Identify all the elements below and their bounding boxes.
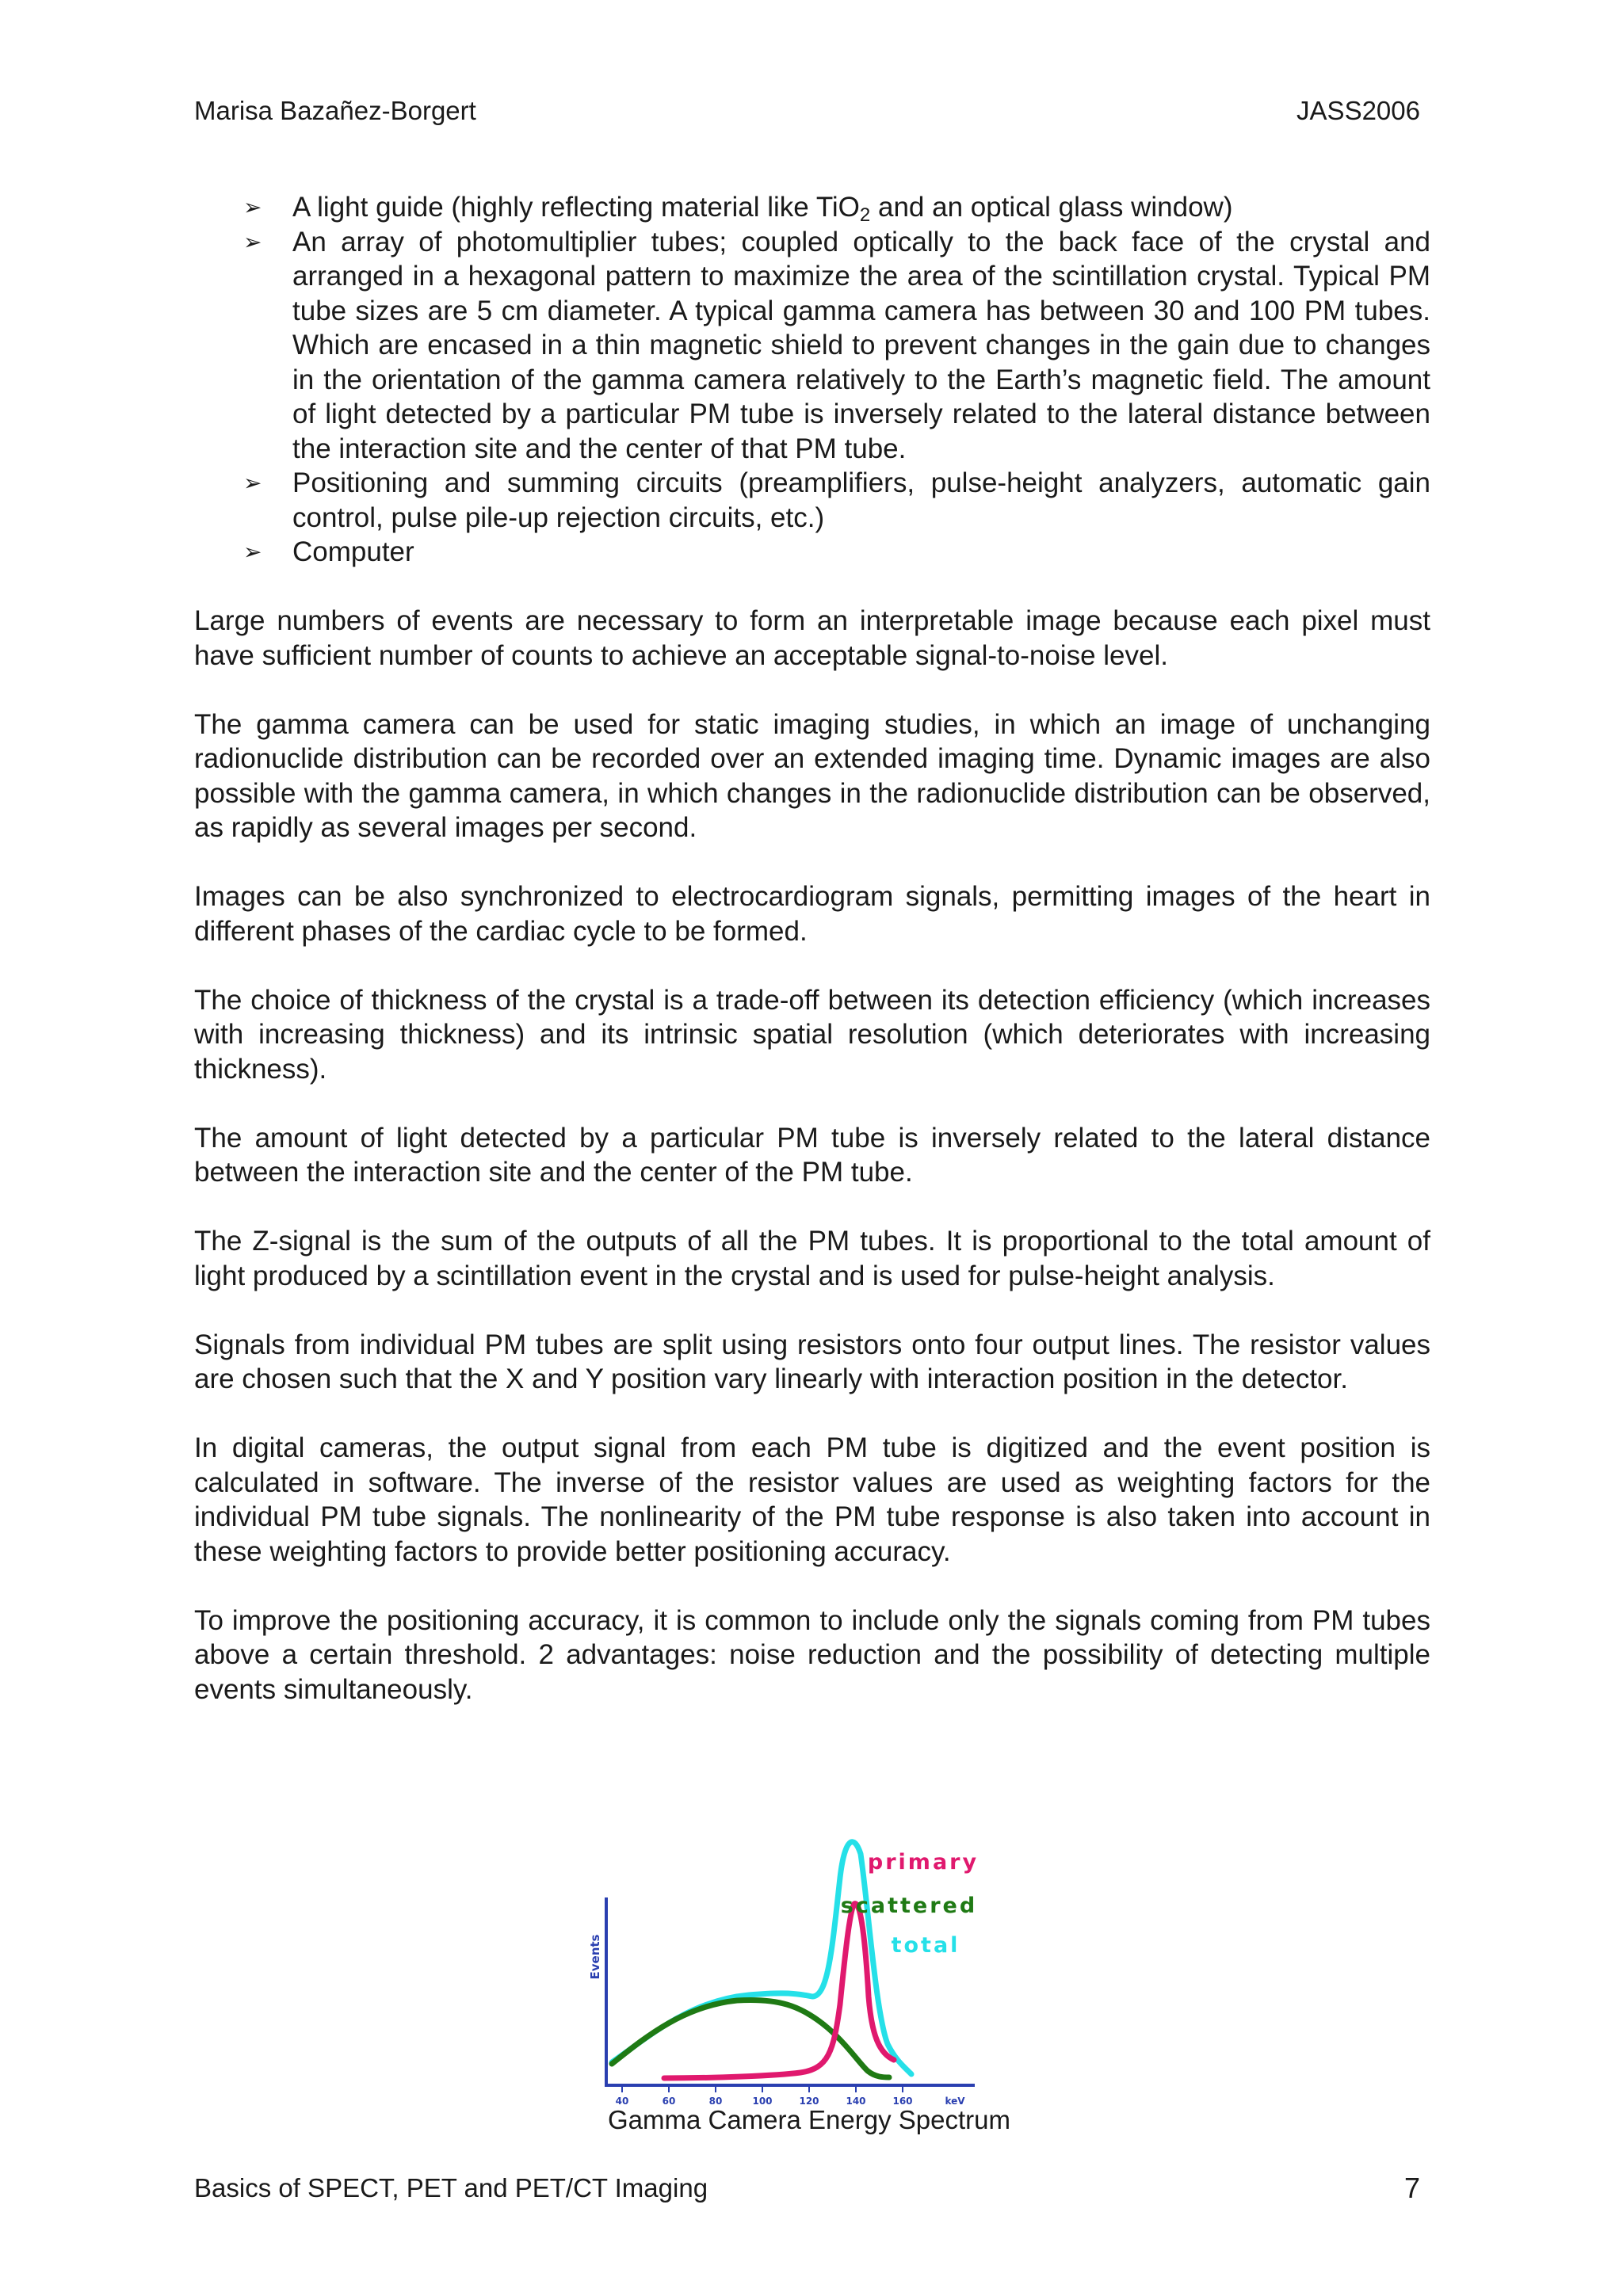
paragraph: The Z-signal is the sum of the outputs of all the PM tubes. It is proportional to the total amount of light produced by a scintillation event in the crystal and is used for pulse-height analysis. xyxy=(194,1226,1430,1291)
subscript: 2 xyxy=(859,204,871,226)
header-event: JASS2006 xyxy=(1296,96,1420,125)
energy-spectrum-graph xyxy=(555,1822,1054,2119)
legend-scattered: scattered xyxy=(840,1894,978,1918)
list-item xyxy=(194,190,1430,225)
paragraph: In digital cameras, the output signal from each PM tube is digitized and the event position is calculated in software. The inverse of the resistor values are used as weighting factors for the individual PM tube signals. The nonlinearity of the PM tube response is also taken into account in these weighting factors to provide better positioning accuracy. xyxy=(194,1432,1430,1567)
legend-primary: primary xyxy=(867,1850,980,1875)
x-tick-label: 40 xyxy=(615,2096,629,2107)
paragraph: The choice of thickness of the crystal is a trade-off between its detection efficiency (which increases with increasing thickness) and its intrinsic spatial resolution (which deteriorates with increasing thickness). xyxy=(194,984,1430,1085)
x-tick-label: 60 xyxy=(662,2096,676,2107)
list-item-text: An array of photomultiplier tubes; coupled optically to the back face of the crystal and arranged in a hexagonal pattern to maximize the area of the scintillation crystal. Typical PM tube sizes are 5 cm diameter. A typical gamma camera has between 30 and 100 PM tubes. Which are encased in a thin magnetic shield to prevent changes in the gain due to changes in the orientation of the gamma camera relatively to the Earth’s magnetic field. The amount of light detected by a particular PM tube is inversely related to the lateral distance between the interaction site and the center of that PM tube. xyxy=(292,226,1430,464)
list-item xyxy=(194,535,1430,570)
list-item-text: A light guide (highly reflecting material like TiO$_2$ and an optical glass window) xyxy=(292,192,1233,226)
footer-title: Basics of SPECT, PET and PET/CT Imaging xyxy=(194,2173,708,2203)
list-item xyxy=(194,466,1430,535)
paragraph: Large numbers of events are necessary to form an interpretable image because each pixel must have sufficient number of counts to achieve an acceptable signal-to-noise level. xyxy=(194,605,1430,671)
x-tick-label: 120 xyxy=(799,2096,819,2107)
list-item xyxy=(194,225,1430,467)
figure-caption: Gamma Camera Energy Spectrum xyxy=(607,2105,1010,2134)
page-body xyxy=(194,190,1430,1707)
x-tick-label: 140 xyxy=(846,2096,866,2107)
x-unit-label: keV xyxy=(945,2096,965,2107)
list-item-text: Computer xyxy=(292,536,414,567)
list-item-text: Positioning and summing circuits (preamplifiers, pulse-height analyzers, automatic gain control, pulse pile-up rejection circuits, etc.) xyxy=(292,467,1430,533)
y-axis-label: Events xyxy=(588,1934,602,1980)
arrow-bullet-icon: ➢ xyxy=(243,539,262,565)
arrow-bullet-icon: ➢ xyxy=(243,228,262,255)
page-number: 7 xyxy=(1403,2172,1420,2204)
paragraph: Images can be also synchronized to electrocardiogram signals, permitting images of the heart in different phases of the cardiac cycle to be formed. xyxy=(194,881,1430,947)
arrow-bullet-icon: ➢ xyxy=(243,194,262,220)
header-author: Marisa Bazañez-Borgert xyxy=(194,96,476,125)
x-tick-label: 80 xyxy=(708,2096,723,2107)
component-list xyxy=(194,190,1430,570)
paragraph: The gamma camera can be used for static imaging studies, in which an image of unchanging radionuclide distribution can be recorded over an extended imaging time. Dynamic images are also possible with the gamma camera, in which changes in the radionuclide distribution can be observed, as rapidly as several images per second. xyxy=(194,708,1430,843)
paragraph: The amount of light detected by a particular PM tube is inversely related to the lateral distance between the interaction site and the center of the PM tube. xyxy=(194,1122,1430,1188)
arrow-bullet-icon: ➢ xyxy=(243,470,262,496)
x-tick-label: 100 xyxy=(752,2096,773,2107)
legend-total: total xyxy=(891,1933,960,1958)
x-tick-label: 160 xyxy=(892,2096,913,2107)
paragraph: Signals from individual PM tubes are split using resistors onto four output lines. The resistor values are chosen such that the X and Y position vary linearly with interaction position in the detector. xyxy=(194,1329,1430,1394)
paragraph: To improve the positioning accuracy, it is common to include only the signals coming from PM tubes above a certain threshold. 2 advantages: noise reduction and the possibility of detecting multiple events simultaneously. xyxy=(194,1604,1430,1705)
energy-spectrum-figure xyxy=(555,1822,1054,2119)
scattered-curve xyxy=(612,2000,889,2077)
